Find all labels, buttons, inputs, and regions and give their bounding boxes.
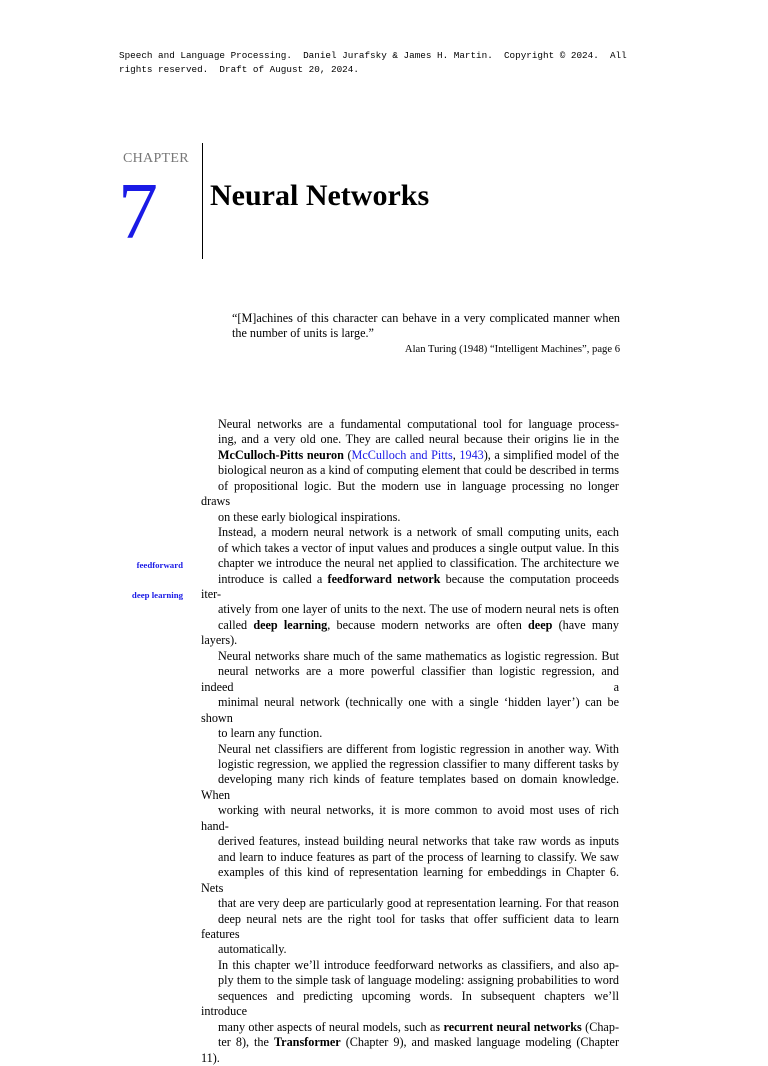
text-line: chapter we introduce the neural net applied to classification. The architecture we — [218, 556, 619, 571]
term-feedforward-network: feedforward network — [327, 571, 441, 586]
copyright-line: Speech and Language Processing. Daniel Jurafsky & James H. Martin. Copyright © 2024. All — [119, 50, 627, 61]
term-deep: deep — [528, 617, 553, 632]
term-mcculloch-pitts: McCulloch-Pitts neuron — [218, 447, 344, 462]
text-line: neural networks are a more powerful classifier than logistic regression, and indeed a — [201, 664, 619, 694]
text-line: of which takes a vector of input values and produces a single output value. In this — [218, 540, 619, 555]
text-line: on these early biological inspirations. — [218, 509, 401, 524]
text-fragment: ), a simplified model of the — [483, 447, 619, 462]
margin-note-deep-learning: deep learning — [131, 590, 183, 600]
epigraph-line: “[M]achines of this character can behave in a very complicated manner when — [232, 311, 620, 325]
text-line: developing many rich kinds of feature templates based on domain knowledge. When — [201, 772, 619, 802]
text-line: logistic regression, we applied the regression classifier to many different tasks by — [218, 756, 619, 771]
chapter-label: CHAPTER — [123, 151, 189, 166]
text-line: ply them to the simple task of language modeling: assigning probabilities to word — [218, 973, 619, 988]
text-line: derived features, instead building neural networks that take raw words as inputs — [218, 834, 619, 849]
copyright-notice — [119, 49, 639, 76]
term-recurrent-neural-networks: recurrent neural networks — [443, 1019, 582, 1034]
chapter-number: 7 — [118, 168, 158, 256]
text-line: examples of this kind of representation learning for embeddings in Chapter 6. Nets — [201, 865, 619, 895]
epigraph-quote — [232, 311, 620, 341]
text-line: working with neural networks, it is more common to avoid most uses of rich hand- — [201, 803, 619, 833]
text-line: automatically. — [218, 942, 287, 957]
margin-note-feedforward: feedforward — [136, 560, 183, 570]
text-line — [201, 1020, 619, 1035]
text-fragment: (have many layers). — [201, 617, 619, 648]
text-fragment: , because modern networks are often — [327, 617, 529, 632]
text-fragment: introduce is called a — [218, 571, 328, 586]
citation-year-link[interactable]: 1943 — [459, 447, 484, 462]
text-line: Neural networks are a fundamental computational tool for language process- — [218, 417, 619, 431]
text-line: sequences and predicting upcoming words. In subsequent chapters we’ll introduce — [201, 988, 619, 1019]
paragraph — [201, 649, 619, 742]
text-line: Neural net classifiers are different from logistic regression in another way. With — [218, 741, 619, 756]
epigraph-line: the number of units is large.” — [232, 326, 374, 340]
text-line — [201, 572, 619, 603]
paragraph — [201, 417, 619, 525]
paragraph — [201, 958, 619, 1066]
text-fragment: (Chapter 9), and masked language modeling (Chapter 11). — [201, 1035, 620, 1065]
paragraph — [201, 742, 619, 958]
text-line: and learn to induce features as part of the process of learning to classify. We saw — [218, 849, 619, 864]
text-line: In this chapter we’ll introduce feedforward networks as classifiers, and also ap- — [218, 957, 619, 972]
text-line: that are very deep are particularly good at representation learning. For that reason — [218, 896, 619, 911]
chapter-title: Neural Networks — [210, 179, 430, 212]
text-line — [201, 1035, 619, 1066]
text-fragment: ter 8), the — [218, 1035, 274, 1050]
text-fragment: called — [218, 617, 254, 632]
body-text — [201, 417, 619, 1066]
paragraph — [201, 525, 619, 649]
term-deep-learning: deep learning — [253, 617, 328, 632]
text-line: ing, and a very old one. They are called neural because their origins lie in the — [218, 432, 619, 447]
text-fragment: (Chap- — [581, 1019, 619, 1034]
copyright-line: rights reserved. Draft of August 20, 2024. — [119, 63, 359, 75]
text-line: Neural networks share much of the same mathematics as logistic regression. But — [218, 648, 619, 663]
text-line: minimal neural network (technically one with a single ‘hidden layer’) can be shown — [201, 695, 619, 725]
text-line: of propositional logic. But the modern use in language processing no longer draws — [201, 478, 619, 509]
text-line: to learn any function. — [218, 726, 323, 741]
text-line — [201, 618, 619, 649]
text-line: deep neural nets are the right tool for tasks that offer sufficient data to learn features — [201, 911, 619, 941]
term-transformer: Transformer — [273, 1035, 341, 1050]
chapter-divider — [202, 143, 203, 259]
text-line: atively from one layer of units to the next. The use of modern neural nets is often — [218, 602, 619, 617]
text-line: McCulloch-Pitts neuron (McCulloch and Pitts, 1943), a simplified model of the — [218, 447, 619, 462]
citation-link[interactable]: McCulloch and Pitts — [351, 447, 453, 462]
text-fragment: because the computation proceeds iter- — [201, 571, 619, 601]
text-line: Instead, a modern neural network is a network of small computing units, each — [218, 525, 619, 540]
text-fragment: many other aspects of neural models, such as — [218, 1019, 444, 1034]
text-line: biological neuron as a kind of computing element that could be described in terms — [218, 463, 619, 478]
epigraph-attribution: Alan Turing (1948) “Intelligent Machines”, page 6 — [404, 344, 620, 355]
